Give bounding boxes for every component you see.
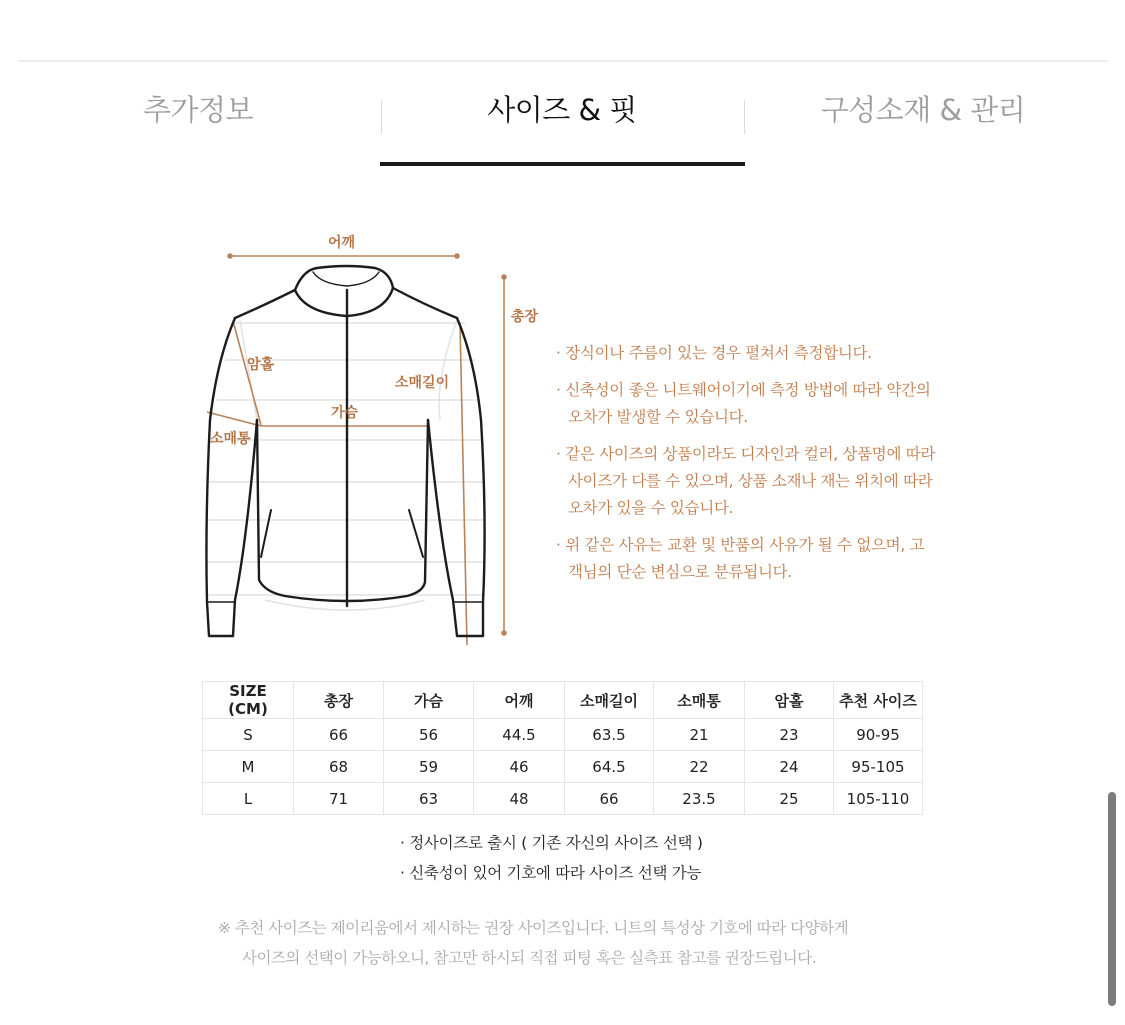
- measurement-note: · 위 같은 사유는 교환 및 반품의 사유가 될 수 없으며, 고객님의 단순 변심으로 분류됩니다.: [556, 536, 925, 581]
- vertical-scrollbar[interactable]: [1108, 792, 1116, 1006]
- table-cell: 68: [294, 751, 384, 783]
- active-tab-indicator: [380, 162, 745, 166]
- measurement-note: · 신축성이 좋은 니트웨어이기에 측정 방법에 따라 약간의 오차가 발생할 수 있습니다.: [556, 381, 931, 426]
- size-note: · 신축성이 있어 기호에 따라 사이즈 선택 가능: [400, 864, 702, 882]
- column-header: 소매길이: [565, 682, 654, 719]
- label-shoulder: 어깨: [328, 235, 356, 251]
- disclaimer-line: ※ 추천 사이즈는 제이리움에서 제시하는 권장 사이즈입니다. 니트의 특성상 기호에 따라 다양하게: [218, 919, 849, 937]
- column-header: 총장: [294, 682, 384, 719]
- table-cell: 21: [654, 719, 745, 751]
- measurement-note: · 같은 사이즈의 상품이라도 디자인과 컬러, 상품명에 따라 사이즈가 다를 수 있으며, 상품 소재나 재는 위치에 따라 오차가 있을 수 있습니다.: [556, 445, 936, 517]
- label-sleeve-width: 소매통: [210, 431, 251, 447]
- size-cell: M: [203, 751, 294, 783]
- table-row: [203, 751, 923, 783]
- tab-material-care[interactable]: 구성소재 & 관리: [820, 93, 1026, 127]
- table-cell: 59: [384, 751, 474, 783]
- label-sleeve-length: 소매길이: [395, 375, 450, 391]
- table-cell: 24: [745, 751, 834, 783]
- table-cell: 90-95: [834, 719, 923, 751]
- size-table: [202, 681, 923, 815]
- table-header-row: [203, 682, 923, 719]
- size-cell: L: [203, 783, 294, 815]
- tab-additional-info[interactable]: 추가정보: [142, 93, 254, 127]
- column-header: 암홀: [745, 682, 834, 719]
- table-row: [203, 719, 923, 751]
- table-cell: 66: [565, 783, 654, 815]
- column-header: 어깨: [474, 682, 565, 719]
- label-total-length: 총장: [511, 309, 539, 325]
- table-cell: 71: [294, 783, 384, 815]
- table-cell: 44.5: [474, 719, 565, 751]
- tab-separator: [744, 100, 745, 134]
- table-row: [203, 783, 923, 815]
- size-note: · 정사이즈로 출시 ( 기존 자신의 사이즈 선택 ): [400, 834, 703, 852]
- tab-size-fit[interactable]: 사이즈 & 핏: [487, 93, 637, 127]
- table-cell: 56: [384, 719, 474, 751]
- table-cell: 25: [745, 783, 834, 815]
- table-cell: 105-110: [834, 783, 923, 815]
- recommendation-disclaimer: [218, 913, 938, 973]
- table-cell: 46: [474, 751, 565, 783]
- table-cell: 23.5: [654, 783, 745, 815]
- column-header: 추천 사이즈: [834, 682, 923, 719]
- product-info-tabs: [18, 62, 1108, 170]
- column-header: SIZE (CM): [203, 682, 294, 719]
- table-cell: 48: [474, 783, 565, 815]
- label-chest: 가슴: [331, 405, 359, 421]
- table-cell: 63: [384, 783, 474, 815]
- measurement-notes: [556, 340, 936, 596]
- disclaimer-line: 사이즈의 선택이 가능하오니, 참고만 하시되 직접 피팅 혹은 실측표 참고를 권장드립니다.: [242, 949, 817, 967]
- column-header: 가슴: [384, 682, 474, 719]
- table-cell: 64.5: [565, 751, 654, 783]
- size-diagram: [195, 220, 555, 650]
- column-header: 소매통: [654, 682, 745, 719]
- measurement-note: · 장식이나 주름이 있는 경우 펼쳐서 측정합니다.: [556, 344, 872, 362]
- table-cell: 23: [745, 719, 834, 751]
- size-notes: [400, 828, 800, 888]
- table-cell: 63.5: [565, 719, 654, 751]
- table-cell: 22: [654, 751, 745, 783]
- size-cell: S: [203, 719, 294, 751]
- table-cell: 66: [294, 719, 384, 751]
- table-cell: 95-105: [834, 751, 923, 783]
- label-armhole: 암홀: [247, 357, 275, 373]
